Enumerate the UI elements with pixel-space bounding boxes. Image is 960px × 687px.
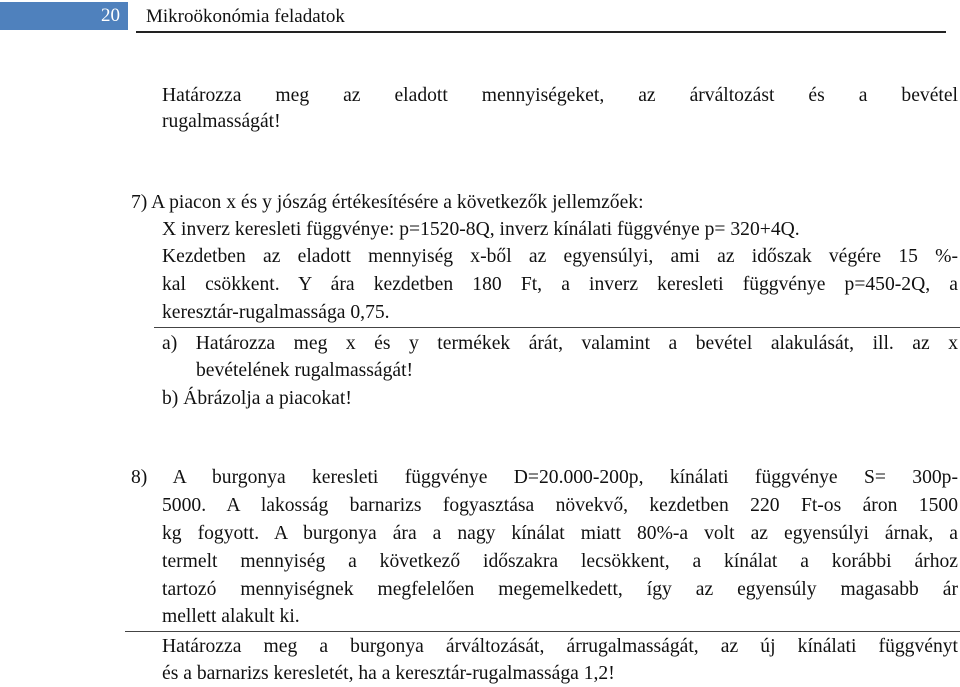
intro-line-2: rugalmasságát! bbox=[162, 111, 281, 132]
problem7-line-2: X inverz keresleti függvénye: p=1520-8Q, inverz kínálati függvénye p= 320+4Q. bbox=[162, 219, 800, 240]
problem7-line-5: keresztár-rugalmassága 0,75. bbox=[162, 302, 390, 323]
problem7-task-a-line-2: bevételének rugalmasságát! bbox=[196, 360, 414, 381]
header-rule bbox=[136, 31, 946, 33]
problem8-line-1: 8) A burgonya keresleti függvénye D=20.000-200p, kínálati függvénye S= 300p- bbox=[131, 467, 958, 488]
problem8-line-6: mellett alakult ki. bbox=[162, 606, 300, 627]
problem7-line-1: 7) A piacon x és y jószág értékesítésére a következők jellemzőek: bbox=[131, 192, 644, 213]
problem7-line-4: kal csökkent. Y ára kezdetben 180 Ft, a inverz keresleti függvénye p=450-2Q, a bbox=[162, 274, 958, 295]
problem8-line-2: 5000. A lakosság barnarizs fogyasztása növekvő, kezdetben 220 Ft-os áron 1500 bbox=[162, 495, 958, 516]
header-title: Mikroökonómia feladatok bbox=[146, 6, 345, 27]
problem8-rule bbox=[125, 631, 960, 632]
problem7-line-3: Kezdetben az eladott mennyiség x-ből az egyensúlyi, ami az időszak végére 15 %- bbox=[162, 246, 958, 267]
page-header bbox=[0, 0, 960, 34]
problem7-rule bbox=[154, 327, 960, 328]
problem8-line-5: tartozó mennyiségnek megfelelően megemelkedett, így az egyensúly magasabb ár bbox=[162, 579, 958, 600]
problem8-task-line-2: és a barnarizs keresletét, ha a keresztár-rugalmassága 1,2! bbox=[162, 663, 615, 684]
problem8-line-4: termelt mennyiség a következő időszakra lecsökkent, a kínálat a korábbi árhoz bbox=[162, 551, 958, 572]
problem8-line-3: kg fogyott. A burgonya ára a nagy kínálat miatt 80%-a volt az egyensúlyi árnak, a bbox=[162, 523, 958, 544]
problem8-task-line-1: Határozza meg a burgonya árváltozását, árrugalmasságát, az új kínálati függvényt bbox=[162, 636, 958, 657]
intro-line-1: Határozza meg az eladott mennyiségeket, az árváltozást és a bevétel bbox=[162, 85, 958, 106]
page-number: 20 bbox=[0, 2, 128, 30]
problem7-task-b: b) Ábrázolja a piacokat! bbox=[162, 388, 352, 409]
problem7-task-a-line-1: a) Határozza meg x és y termékek árát, valamint a bevétel alakulását, ill. az x bbox=[162, 333, 958, 354]
